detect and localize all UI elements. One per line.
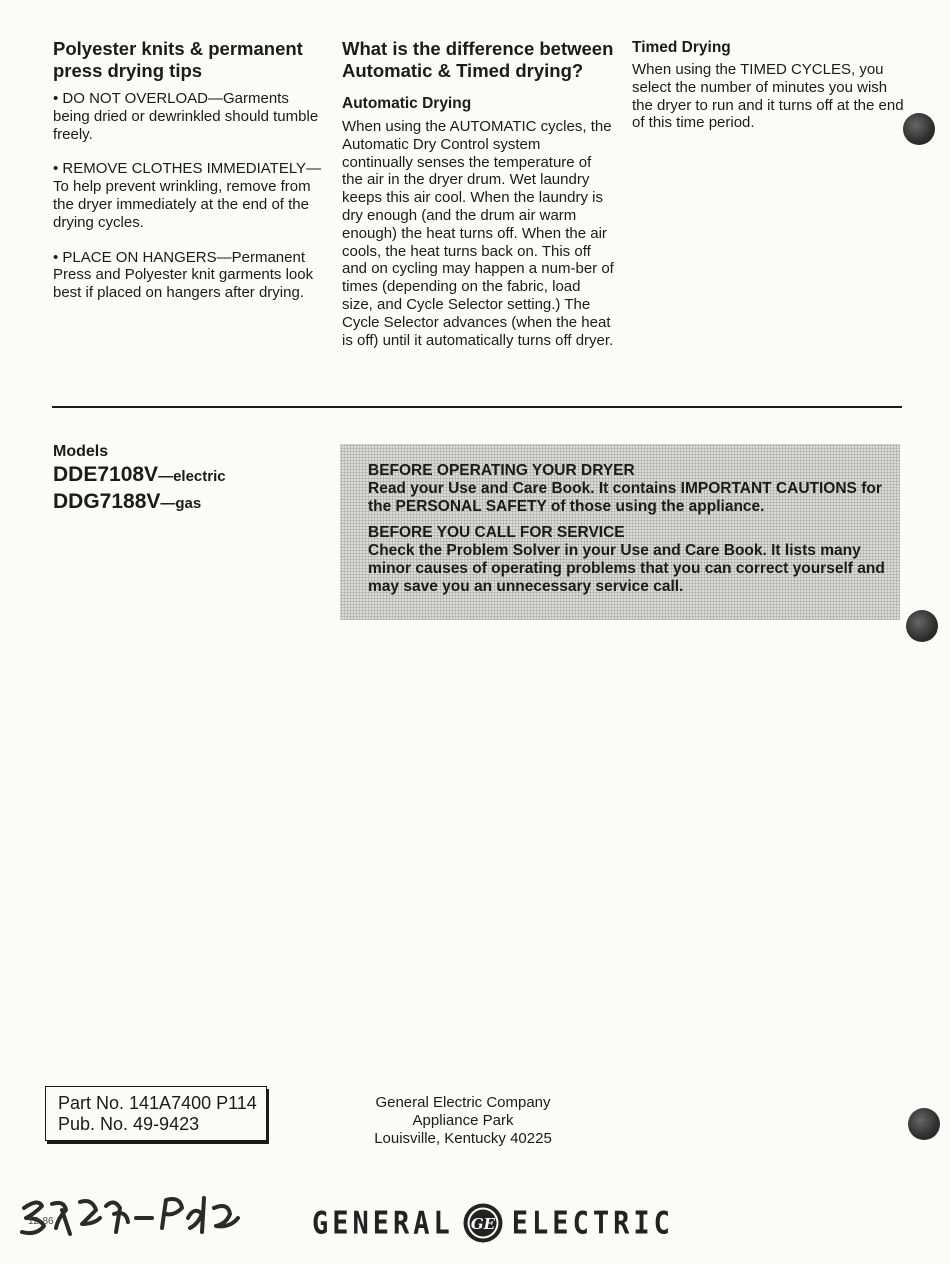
part-number: Part No. 141A7400 P114 bbox=[58, 1093, 257, 1113]
automatic-drying-text: When using the AUTOMATIC cycles, the Automatic Dry Control system continually senses the temperature of the air in the dryer drum. Wet laundry keeps this air cool. When the laundry is dry enough (and the drum air warm enough) the heat turns off. When the air cools, the heat turns back on. This off and on cycling may happen a num-ber of times (depending on the fabric, load size, and Cycle Selector setting.) The Cycle Selector advances (when the heat is off) until it automatically turns off dryer. bbox=[342, 118, 614, 349]
horizontal-rule bbox=[52, 406, 902, 408]
notice-before-service-text: Check the Problem Solver in your Use and Care Book. It lists many minor causes of operating problems that you can correct yourself and may save you an unnecessary service call. bbox=[368, 542, 885, 595]
address-line: Appliance Park bbox=[412, 1112, 514, 1129]
model-number: DDG7188V bbox=[53, 490, 161, 513]
safety-notice-box bbox=[340, 444, 900, 620]
brand-electric: ELECTRIC bbox=[511, 1205, 674, 1241]
brand-general: GENERAL bbox=[312, 1205, 454, 1241]
difference-title: What is the difference between Automatic & Timed drying? bbox=[342, 38, 614, 81]
notice-before-service-title: BEFORE YOU CALL FOR SERVICE bbox=[368, 524, 625, 541]
part-number-box bbox=[45, 1086, 267, 1141]
model-number: DDE7108V bbox=[53, 463, 159, 486]
tip-remove-immediately: • REMOVE CLOTHES IMMEDIATELY—To help prevent wrinkling, remove from the dryer immediately at the end of the drying cycles. bbox=[53, 160, 322, 231]
general-electric-brand bbox=[312, 1201, 674, 1245]
drying-tips-title: Polyester knits & permanent press drying tips bbox=[53, 38, 303, 81]
handwritten-date: 12-86 bbox=[28, 1216, 54, 1227]
publication-number: Pub. No. 49-9423 bbox=[58, 1114, 200, 1134]
timed-drying-text: When using the TIMED CYCLES, you select the number of minutes you wish the dryer to run and it turns off at the end of this time period. bbox=[632, 61, 904, 132]
automatic-drying-heading: Automatic Drying bbox=[342, 95, 472, 112]
company-address bbox=[338, 1094, 588, 1148]
binder-hole-icon bbox=[906, 610, 938, 642]
automatic-vs-timed-column bbox=[342, 38, 614, 349]
binder-hole-icon bbox=[908, 1108, 940, 1140]
models-block bbox=[53, 442, 323, 516]
model-kind: —electric bbox=[158, 468, 226, 485]
models-label: Models bbox=[53, 443, 109, 460]
ge-logo-icon bbox=[462, 1202, 504, 1244]
company-name: General Electric Company bbox=[375, 1094, 551, 1111]
city-state-zip: Louisville, Kentucky 40225 bbox=[374, 1130, 552, 1147]
ge-logo-text: GE bbox=[470, 1215, 495, 1233]
drying-tips-column bbox=[53, 38, 328, 302]
notice-before-operating-text: Read your Use and Care Book. It contains IMPORTANT CAUTIONS for the PERSONAL SAFETY of those using the appliance. bbox=[368, 480, 882, 515]
tip-no-overload: • DO NOT OVERLOAD—Garments being dried or dewrinkled should tumble freely. bbox=[53, 90, 319, 143]
model-gas bbox=[53, 489, 323, 516]
model-electric bbox=[53, 462, 323, 489]
timed-drying-heading: Timed Drying bbox=[632, 39, 731, 56]
notice-before-operating-title: BEFORE OPERATING YOUR DRYER bbox=[368, 462, 635, 479]
model-kind: —gas bbox=[160, 495, 202, 512]
tip-place-on-hangers: • PLACE ON HANGERS—Permanent Press and Polyester knit garments look best if placed on hangers after drying. bbox=[53, 248, 314, 302]
binder-hole-icon bbox=[903, 113, 935, 145]
timed-drying-column bbox=[632, 38, 904, 132]
